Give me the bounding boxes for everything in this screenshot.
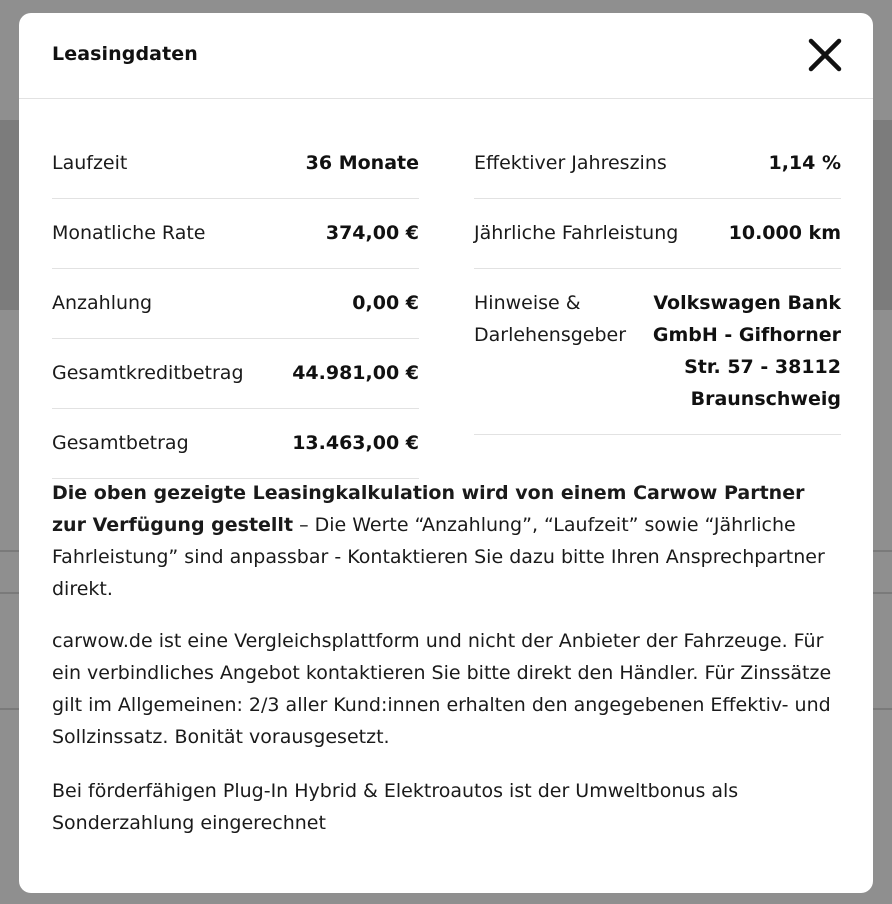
note-paragraph-1	[52, 477, 842, 605]
row-effektiver-jahreszins	[474, 130, 841, 199]
close-icon	[807, 37, 843, 73]
value-laufzeit: 36 Monate	[305, 152, 419, 174]
label-monatliche-rate: Monatliche Rate	[52, 222, 206, 244]
backdrop-card-right	[873, 120, 892, 310]
label-effektiver-jahreszins: Effektiver Jahreszins	[474, 152, 667, 174]
note-paragraph-3: Bei förderfähigen Plug-In Hybrid & Elektroautos ist der Umweltbonus als Sonderzahlung eingerechnet	[52, 780, 739, 834]
label-anzahlung: Anzahlung	[52, 292, 153, 314]
leasing-modal	[19, 13, 873, 893]
note-paragraph-1-rest: – Die Werte “Anzahlung”, “Laufzeit” sowie “Jährliche Fahrleistung” sind anpassbar - Kontaktieren Sie dazu bitte Ihren Ansprechpartner direkt.	[52, 514, 825, 600]
right-column	[474, 130, 841, 479]
row-anzahlung	[52, 269, 419, 339]
close-button[interactable]	[807, 37, 843, 73]
modal-header	[19, 13, 873, 99]
value-anzahlung: 0,00 €	[352, 292, 419, 314]
row-gesamtbetrag	[52, 409, 419, 479]
row-gesamtkreditbetrag	[52, 339, 419, 409]
note-paragraph-1-bold: Die oben gezeigte Leasingkalkulation wird von einem Carwow Partner zur Verfügung gestellt	[52, 482, 805, 536]
leasing-details-grid	[52, 130, 841, 479]
row-jaehrliche-fahrleistung	[474, 199, 841, 269]
row-laufzeit	[52, 130, 419, 199]
modal-title: Leasingdaten	[52, 43, 198, 65]
left-column	[52, 130, 419, 479]
row-monatliche-rate	[52, 199, 419, 269]
label-gesamtbetrag: Gesamtbetrag	[52, 432, 189, 454]
value-darlehensgeber: Volkswagen Bank GmbH - Gifhorner Str. 57 - 38112 Braunschweig	[652, 292, 841, 410]
value-gesamtkreditbetrag: 44.981,00 €	[292, 362, 419, 384]
label-laufzeit: Laufzeit	[52, 152, 128, 174]
backdrop-card-left	[0, 120, 19, 310]
value-gesamtbetrag: 13.463,00 €	[292, 432, 419, 454]
value-effektiver-jahreszins: 1,14 %	[768, 152, 841, 174]
note-paragraph-2: carwow.de ist eine Vergleichsplattform und nicht der Anbieter der Fahrzeuge. Für ein verbindliches Angebot kontaktieren Sie bitte direkt den Händler. Für Zinssätze gilt im Allgemeinen: 2/3 aller Kund:innen erhalten den angegebenen Effektiv- und Sollzinssatz. Bonität vorausgesetzt.	[52, 630, 832, 748]
label-darlehensgeber: Hinweise & Darlehensgeber	[474, 292, 627, 346]
row-darlehensgeber	[474, 269, 841, 435]
value-monatliche-rate: 374,00 €	[325, 222, 419, 244]
label-jaehrliche-fahrleistung: Jährliche Fahrleistung	[474, 222, 679, 244]
label-gesamtkreditbetrag: Gesamtkreditbetrag	[52, 362, 244, 384]
value-jaehrliche-fahrleistung: 10.000 km	[728, 222, 841, 244]
